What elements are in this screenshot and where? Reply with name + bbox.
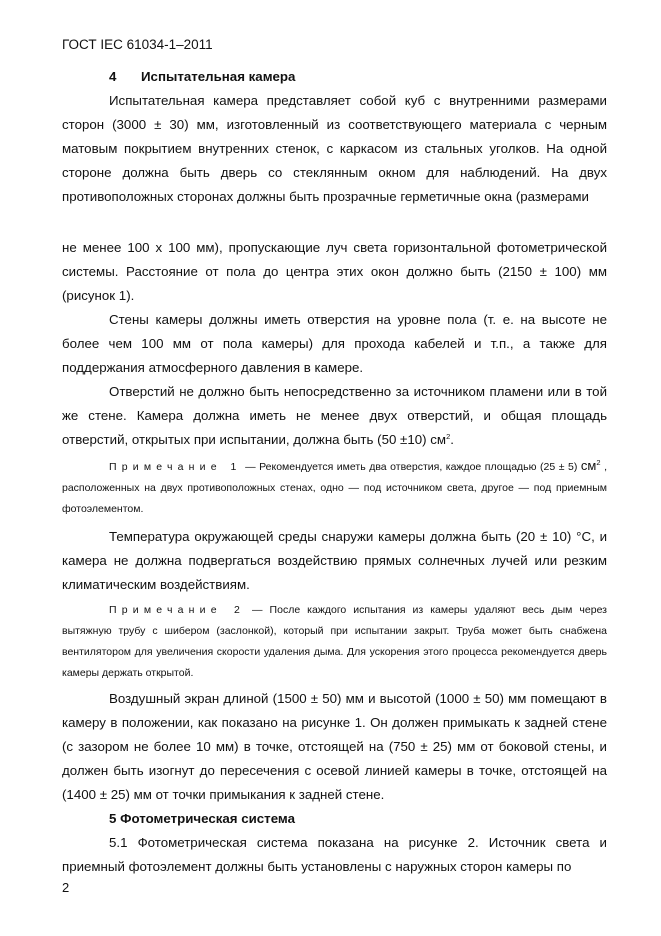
note-1-superscript: 2 [596, 458, 601, 467]
note-1 [62, 455, 607, 520]
paragraph-air-screen: Воздушный экран длиной (1500 ± 50) мм и высотой (1000 ± 50) мм помещают в камеру в положении, как показано на рисунке 1. Он должен примыкать к задней стене (с зазором не более 10 мм) в точке, отстоящей на (750 ± 25) мм от боковой стены, и должен быть изогнут до пересечения с осевой линией камеры в точке, отстоящей на (1400 ± 25) мм от точки примыкания к задней стене. [62, 691, 607, 802]
page-header: ГОСТ IEC 61034-1–2011 [62, 37, 213, 52]
document-body [62, 65, 607, 879]
paragraph-temperature: Температура окружающей среды снаружи камеры должна быть (20 ± 10) °С, и камера не должна подвергаться воздействию прямых солнечных лучей или резким климатическим воздействиям. [62, 529, 607, 592]
section-4-heading [62, 65, 607, 89]
paragraph-windows-continuation: не менее 100 х 100 мм), пропускающие луч света горизонтальной фотометрической системы. Расстояние от пола до центра этих окон должно быть (2150 ± 100) мм (рисунок 1). [62, 240, 607, 303]
section-5-heading: 5 Фотометрическая система [109, 811, 295, 826]
openings-area-end: . [450, 432, 454, 447]
openings-area-text: Отверстий не должно быть непосредственно за источником пламени или в той же стене. Камера должна иметь не менее двух отверстий, и общая площадь отверстий, открытых при испытании, должна быть (50 ±10) см [62, 384, 607, 447]
note-1-label: Примечание 1 [109, 461, 242, 473]
note-2 [62, 600, 607, 684]
section-4-number: 4 [109, 69, 117, 84]
page-gap [62, 209, 607, 233]
note-2-label: Примечание 2 [109, 604, 246, 616]
page-number: 2 [62, 880, 70, 895]
paragraph-openings: Стены камеры должны иметь отверстия на уровне пола (т. е. на высоте не более чем 100 мм от пола камеры) для прохода кабелей и т.п., а также для поддержания атмосферного давления в камере. [62, 312, 607, 375]
note-2-text: — После каждого испытания из камеры удаляют весь дым через вытяжную трубу с шибером (заслонкой), который при испытании закрыт. Труба может быть снабжена вентилятором для увеличения скорости удаления дыма. Для ускорения этого процесса рекомендуется дверь камеры держать открытой. [62, 604, 607, 679]
paragraph-openings-area [62, 380, 607, 452]
note-1-text-b: , расположенных на двух противоположных стенах, одно — под источником света, другое — под приемным фотоэлементом. [62, 461, 607, 515]
note-1-text-a: — Рекомендуется иметь два отверстия, каждое площадью (25 ± 5) [241, 461, 581, 473]
paragraph-photometric-system: 5.1 Фотометрическая система показана на рисунке 2. Источник света и приемный фотоэлемент должны быть установлены с наружных сторон камеры по [62, 835, 607, 874]
paragraph-chamber-description: Испытательная камера представляет собой куб с внутренними размерами сторон (3000 ± 30) мм, изготовленный из соответствующего материала с черным матовым покрытием внутренних стенок, с каркасом из стальных уголков. На одной стороне должна быть дверь со стеклянным окном для наблюдений. На двух противоположных сторонах должны быть прозрачные герметичные окна (размерами [62, 93, 607, 204]
superscript-2: 2 [446, 432, 451, 441]
section-4-title: Испытательная камера [141, 69, 296, 84]
note-1-unit: см [580, 458, 597, 473]
